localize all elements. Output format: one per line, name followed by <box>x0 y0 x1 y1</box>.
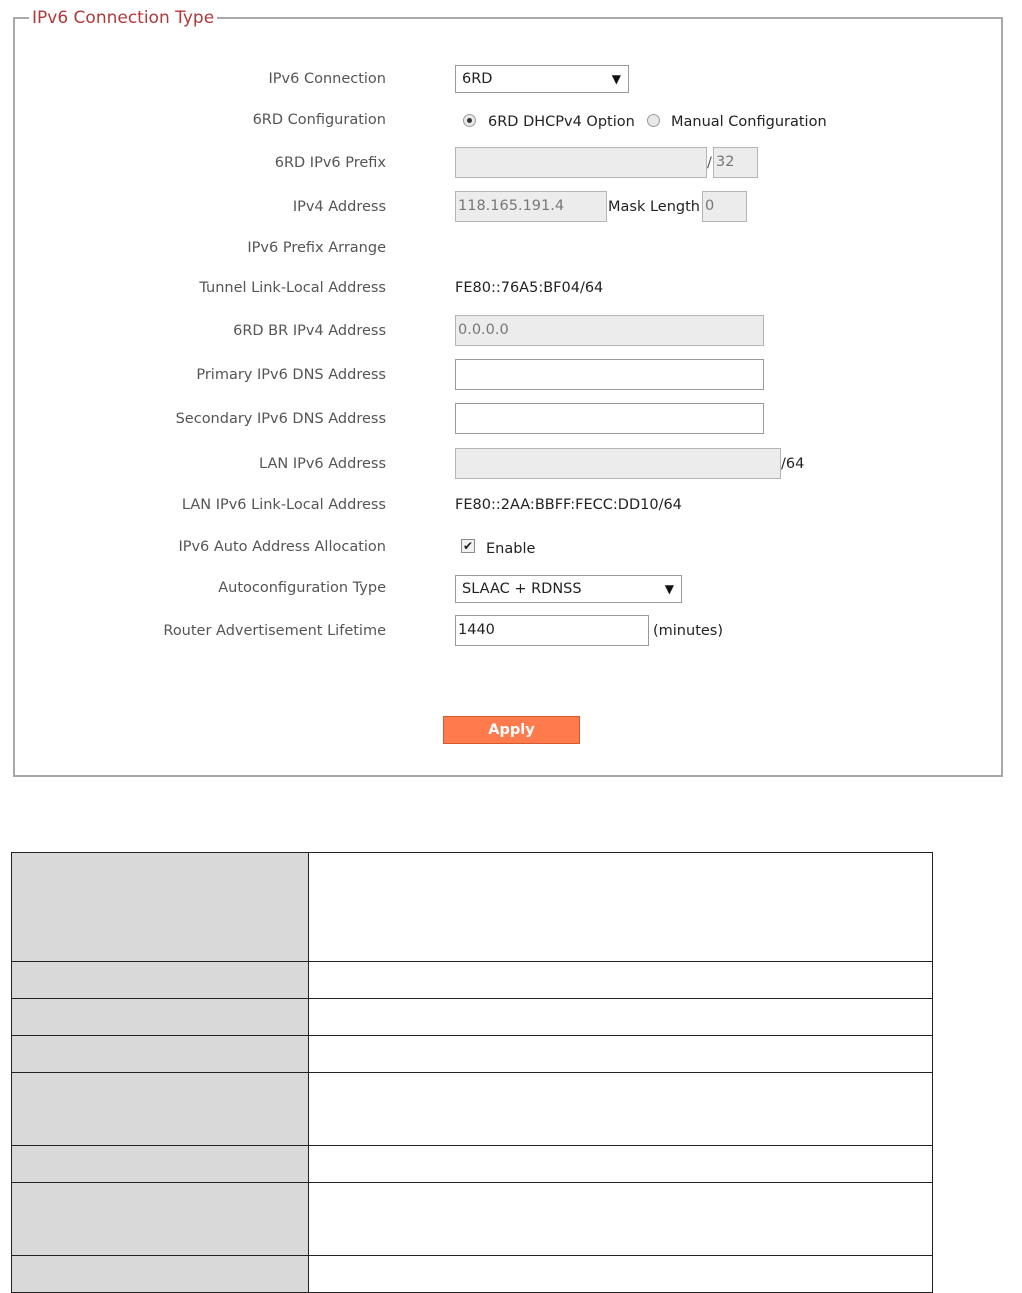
panel-title: IPv6 Connection Type <box>29 8 217 28</box>
6rd-br-ipv4-address-input[interactable]: 0.0.0.0 <box>455 315 764 346</box>
router-advertisement-lifetime-label: Router Advertisement Lifetime <box>163 623 386 639</box>
apply-button[interactable]: Apply <box>443 716 580 744</box>
enable-checkbox[interactable]: ✔ <box>462 539 474 553</box>
autoconfiguration-type-select[interactable] <box>455 575 682 603</box>
radio-6rd-dhcpv4-option-label: 6RD DHCPv4 Option <box>488 114 635 130</box>
table-cell <box>12 1036 309 1073</box>
ipv6-connection-label: IPv6 Connection <box>268 71 386 87</box>
lan-ipv6-prefix-suffix: /64 <box>781 456 805 472</box>
table-cell <box>12 1146 309 1183</box>
lan-ipv6-link-local-value: FE80::2AA:BBFF:FECC:DD10/64 <box>455 497 682 513</box>
6rd-ipv6-prefix-length-input[interactable]: 32 <box>713 147 758 178</box>
6rd-ipv6-prefix-label: 6RD IPv6 Prefix <box>274 155 386 171</box>
secondary-ipv6-dns-input[interactable] <box>455 403 764 434</box>
table-cell <box>309 1146 933 1183</box>
table-row <box>12 1146 933 1183</box>
primary-ipv6-dns-input[interactable] <box>455 359 764 390</box>
chevron-down-icon: ▼ <box>611 72 621 86</box>
autoconfiguration-type-label: Autoconfiguration Type <box>218 580 386 596</box>
ipv6-prefix-arrange-label: IPv6 Prefix Arrange <box>247 240 386 256</box>
table-row <box>12 1036 933 1073</box>
6rd-configuration-label: 6RD Configuration <box>252 112 386 128</box>
tunnel-link-local-address-label: Tunnel Link-Local Address <box>199 280 386 296</box>
table-cell <box>309 1183 933 1256</box>
table-row <box>12 853 933 962</box>
radio-6rd-dhcpv4-option[interactable] <box>463 114 476 127</box>
table-row <box>12 1073 933 1146</box>
autoconfiguration-type-value: SLAAC + RDNSS <box>462 581 582 597</box>
table-cell <box>12 962 309 999</box>
ipv6-auto-address-allocation-label: IPv6 Auto Address Allocation <box>178 539 386 555</box>
primary-ipv6-dns-label: Primary IPv6 DNS Address <box>196 367 386 383</box>
ipv6-connection-select[interactable] <box>455 65 629 93</box>
table-cell <box>12 1183 309 1256</box>
table-cell <box>309 1036 933 1073</box>
ipv6-connection-panel <box>13 8 1003 777</box>
table-row <box>12 999 933 1036</box>
table-cell <box>309 1073 933 1146</box>
tunnel-link-local-address-value: FE80::76A5:BF04/64 <box>455 280 604 296</box>
table-row <box>12 1256 933 1293</box>
table-cell <box>12 1073 309 1146</box>
router-advertisement-lifetime-input[interactable]: 1440 <box>455 615 649 646</box>
6rd-br-ipv4-address-label: 6RD BR IPv4 Address <box>233 323 386 339</box>
table-row <box>12 1183 933 1256</box>
6rd-ipv6-prefix-slash: / <box>707 155 712 171</box>
ipv4-address-input[interactable]: 118.165.191.4 <box>455 191 607 222</box>
table-cell <box>12 999 309 1036</box>
secondary-ipv6-dns-label: Secondary IPv6 DNS Address <box>175 411 386 427</box>
table-cell <box>12 853 309 962</box>
lifetime-unit: (minutes) <box>653 623 724 639</box>
radio-manual-configuration[interactable] <box>647 114 660 127</box>
table-cell <box>12 1256 309 1293</box>
table-row <box>12 962 933 999</box>
mask-length-input[interactable]: 0 <box>702 191 747 222</box>
ipv4-address-label: IPv4 Address <box>292 199 386 215</box>
radio-manual-configuration-label: Manual Configuration <box>671 114 827 130</box>
lan-ipv6-address-label: LAN IPv6 Address <box>259 456 386 472</box>
6rd-ipv6-prefix-input[interactable] <box>455 147 707 178</box>
enable-checkbox-label: Enable <box>486 541 536 557</box>
description-table <box>11 852 933 1293</box>
lan-ipv6-address-input[interactable] <box>455 448 781 479</box>
table-cell <box>309 853 933 962</box>
table-cell <box>309 999 933 1036</box>
ipv6-connection-value: 6RD <box>462 71 493 87</box>
table-cell <box>309 1256 933 1293</box>
table-cell <box>309 962 933 999</box>
chevron-down-icon: ▼ <box>664 582 674 596</box>
mask-length-label: Mask Length <box>608 199 700 215</box>
lan-ipv6-link-local-label: LAN IPv6 Link-Local Address <box>181 497 386 513</box>
